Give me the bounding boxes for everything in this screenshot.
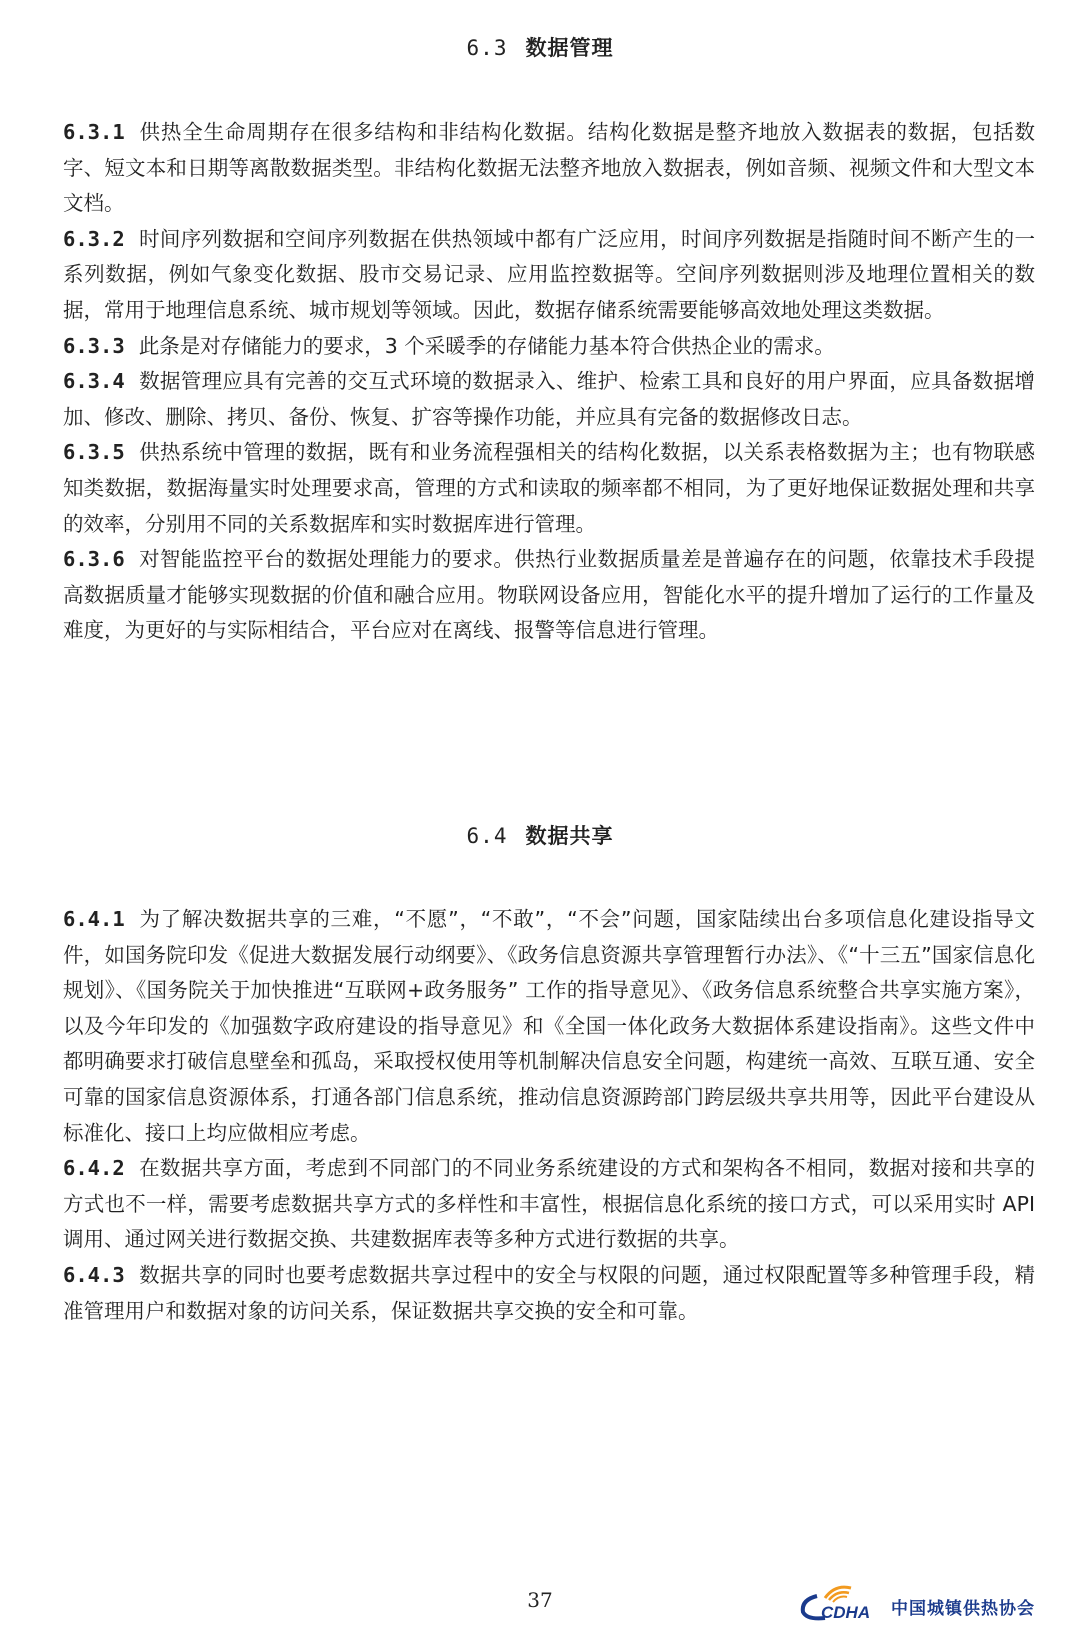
cdha-logo-icon [795,1582,887,1622]
page-number: 37 [527,1588,553,1612]
section-heading-6-3 [0,32,1080,62]
clause-6-3-4 [63,364,1035,435]
clause-6-3-5 [63,435,1035,542]
clause-number: 6.3.2 [63,226,125,251]
clause-text: 时间序列数据和空间序列数据在供热领域中都有广泛应用，时间序列数据是指随时间不断产生的一系列数据，例如气象变化数据、股市交易记录、应用监控数据等。空间序列数据则涉及地理位置相关的数据，常用于地理信息系统、城市规划等领域。因此，数据存储系统需要能够高效地处理这类数据。 [63,226,1035,322]
clause-number: 6.4.1 [63,907,125,931]
section-6-3-body [63,115,1035,649]
clause-text: 供热系统中管理的数据，既有和业务流程强相关的结构化数据，以关系表格数据为主；也有物联感知类数据，数据海量实时处理要求高，管理的方式和读取的频率都不相同，为了更好地保证数据处理和共享的效率，分别用不同的关系数据库和实时数据库进行管理。 [63,440,1035,536]
clause-number: 6.3.3 [63,333,125,358]
section-title: 数据管理 [525,36,614,60]
clause-6-3-1 [63,115,1035,222]
section-heading-6-4 [0,820,1080,850]
clause-number: 6.3.6 [63,547,125,572]
clause-text: 数据共享的同时也要考虑数据共享过程中的安全与权限的问题，通过权限配置等多种管理手段，精准管理用户和数据对象的访问关系，保证数据共享交换的安全和可靠。 [63,1262,1035,1323]
clause-6-3-3 [63,329,1035,365]
clause-6-4-1 [63,902,1035,1151]
clause-text: 为了解决数据共享的三难，“不愿”，“不敢”，“不会”问题，国家陆续出台多项信息化建设指导文件，如国务院印发《促进大数据发展行动纲要》、《政务信息资源共享管理暂行办法》、《“十三五”国家信息化规划》、《国务院关于加快推进“互联网+政务服务” 工作的指导意见》、《政务信息系统整合共享实施方案》，以及今年印发的《加强数字政府建设的指导意见》和《全国一体化政务大数据体系建设指南》。这些文件中都明确要求打破信息壁垒和孤岛，采取授权使用等机制解决信息安全问题，构建统一高效、互联互通、安全可靠的国家信息资源体系，打通各部门信息系统，推动信息资源跨部门跨层级共享共用等，因此平台建设从标准化、接口上均应做相应考虑。 [63,907,1035,1145]
org-logo [795,1582,1065,1622]
section-number: 6.4 [466,824,508,848]
clause-6-3-2 [63,222,1035,329]
clause-number: 6.4.2 [63,1156,125,1181]
clause-text: 供热全生命周期存在很多结构和非结构化数据。结构化数据是整齐地放入数据表的数据，包括数字、短文本和日期等离散数据类型。非结构化数据无法整齐地放入数据表，例如音频、视频文件和大型文本文档。 [63,120,1035,216]
clause-number: 6.4.3 [63,1262,125,1287]
section-6-4-body [63,902,1035,1329]
clause-text: 在数据共享方面，考虑到不同部门的不同业务系统建设的方式和架构各不相同，数据对接和共享的方式也不一样，需要考虑数据共享方式的多样性和丰富性，根据信息化系统的接口方式，可以采用实时 API 调用、通过网关进行数据交换、共建数据库表等多种方式进行数据的共享。 [63,1156,1035,1252]
org-name: 中国城镇供热协会 [891,1599,1035,1619]
clause-text: 对智能监控平台的数据处理能力的要求。供热行业数据质量差是普遍存在的问题，依靠技术手段提高数据质量才能够实现数据的价值和融合应用。物联网设备应用，智能化水平的提升增加了运行的工作量及难度，为更好的与实际相结合，平台应对在离线、报警等信息进行管理。 [63,547,1035,643]
clause-text: 数据管理应具有完善的交互式环境的数据录入、维护、检索工具和良好的用户界面，应具备数据增加、修改、删除、拷贝、备份、恢复、扩容等操作功能，并应具有完备的数据修改日志。 [63,369,1035,429]
clause-number: 6.3.5 [63,440,125,465]
clause-6-4-3 [63,1258,1035,1329]
clause-6-3-6 [63,542,1035,649]
clause-text: 此条是对存储能力的要求，3 个采暖季的存储能力基本符合供热企业的需求。 [138,333,835,358]
logo-mark-text: CDHA [821,1603,871,1622]
clause-number: 6.3.4 [63,369,125,394]
clause-number: 6.3.1 [63,120,125,144]
clause-6-4-2 [63,1151,1035,1258]
section-title: 数据共享 [525,824,614,848]
section-number: 6.3 [466,36,508,60]
